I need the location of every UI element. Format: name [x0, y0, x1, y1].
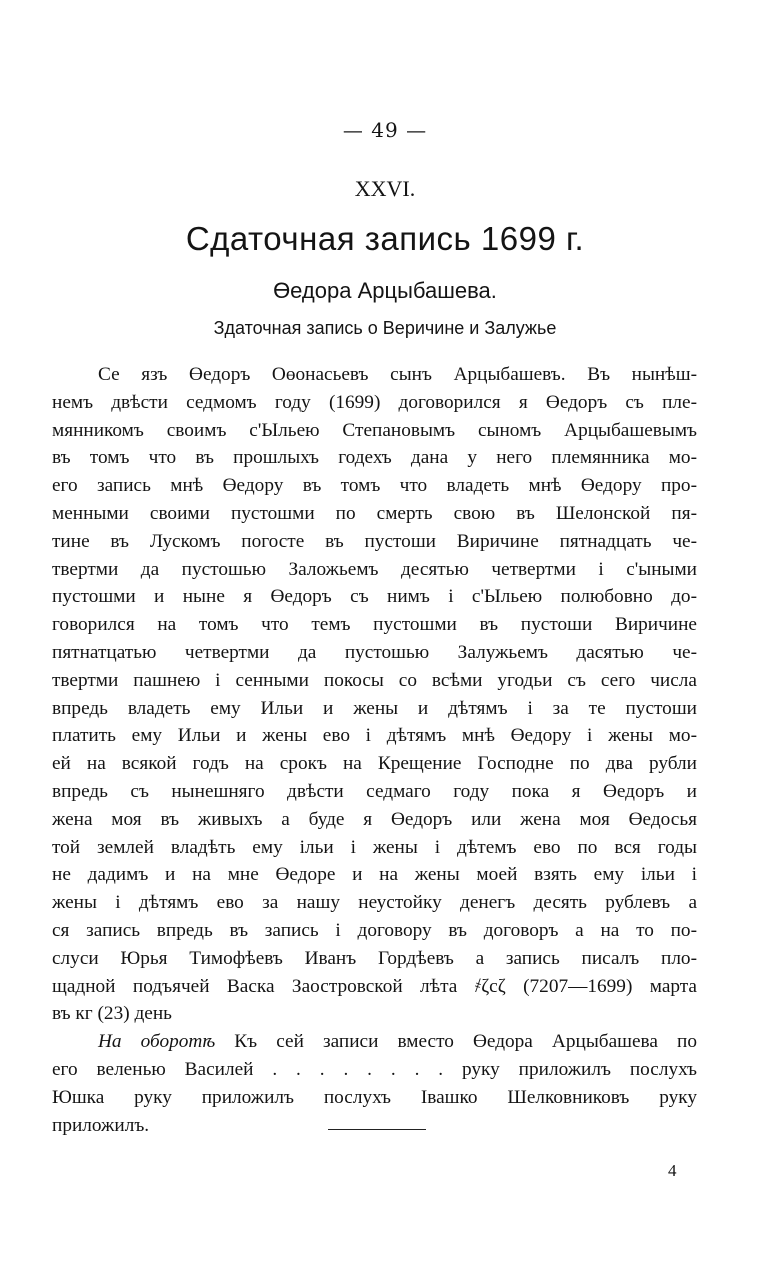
body-line: въ томъ что въ прошлыхъ годехъ дана у него племянника мо-	[52, 447, 697, 469]
body-line: твертми пашнею і сенными покосы со всѣми угодьи съ сего числа	[52, 669, 697, 691]
document-heading: Здаточная запись о Веричине и Залужье	[213, 318, 557, 338]
body-line: говорился на томъ что темъ пустошми въ пустоши Виричине	[52, 614, 697, 636]
verso-line: его веленью Василей . . . . . . . . руку приложилъ послухъ	[52, 1058, 697, 1080]
body-line: впредь съ нынешняго двѣсти седмаго году пока я Өедоръ и	[52, 780, 697, 802]
body-line: менными своими пустошми по смерть свою въ Шелонской пя-	[52, 502, 697, 524]
body-line: не дадимъ и на мне Өедоре и на жены моей взять ему ільи і	[52, 864, 697, 886]
body-line: платить ему Ильи и жены ево і дѣтямъ мнѣ Өедору і жены мо-	[52, 725, 697, 747]
signature-number: 4	[668, 1161, 677, 1180]
verso-first-line	[52, 1028, 697, 1056]
body-line: жены і дѣтямъ ево за нашу неустойку денегъ десять рублевъ а	[52, 892, 697, 914]
section-number: XXVI.	[354, 176, 416, 201]
body-line: впредь владеть ему Ильи и жены и дѣтямъ і за те пустоши	[52, 697, 697, 719]
document-subtitle: Өедора Арцыбашева.	[273, 278, 497, 303]
page-number: — 49 —	[342, 118, 428, 142]
body-line: пятнатцатью четвертми да пустошью Залужьемъ дасятью че-	[52, 641, 697, 663]
body-line: жена моя въ живыхъ а буде я Өедоръ или жена моя Өедосья	[52, 808, 697, 830]
section-divider	[328, 1129, 426, 1130]
body-line: его запись мнѣ Өедору въ томъ что владеть мнѣ Өедору про-	[52, 475, 697, 497]
document-title: Сдаточная запись 1699 г.	[185, 220, 585, 257]
body-line: тине въ Лускомъ погосте въ пустоши Виричине пятнадцать че-	[52, 530, 697, 552]
body-line: слуси Юрья Тимофѣевъ Иванъ Гордѣевъ а запись писалъ пло-	[52, 947, 697, 969]
verso-line: Къ сей записи вместо Өедора Арцыбашева по	[234, 1031, 697, 1053]
document-body	[52, 361, 697, 1139]
body-line: мянникомъ своимъ с'Ыльею Степановымъ сыномъ Арцыбашевымъ	[52, 419, 697, 441]
body-line: немъ двѣсти седмомъ году (1699) договорился я Өедоръ съ пле-	[52, 391, 697, 413]
body-line: щадной подъячей Васка Заостровской лѣта ҂ζсζ (7207—1699) марта	[52, 975, 697, 997]
body-line: той землей владѣть ему ільи і жены і дѣтемъ ево по вся годы	[52, 836, 697, 858]
verso-line: Юшка руку приложилъ послухъ Івашко Шелковниковъ руку	[52, 1086, 697, 1108]
body-line: ей на всякой годъ на срокъ на Крещение Господне по два рубли	[52, 753, 697, 775]
body-line: пустошми и ныне я Өедоръ съ нимъ і с'Ыльею полюбовно до-	[52, 586, 697, 608]
body-line: твертми да пустошью Заложьемъ десятью четвертми і с'ыными	[52, 558, 697, 580]
verso-label: На оборотѣ	[98, 1031, 216, 1053]
body-line: Се язъ Өедоръ Оөонасьевъ сынъ Арцыбашевъ. Въ нынѣш-	[98, 364, 697, 385]
body-line: ся запись впредь въ запись і договору въ договоръ а на то по-	[52, 919, 697, 941]
body-line: въ кг (23) день	[52, 1003, 172, 1025]
verso-line: приложилъ.	[52, 1114, 150, 1136]
